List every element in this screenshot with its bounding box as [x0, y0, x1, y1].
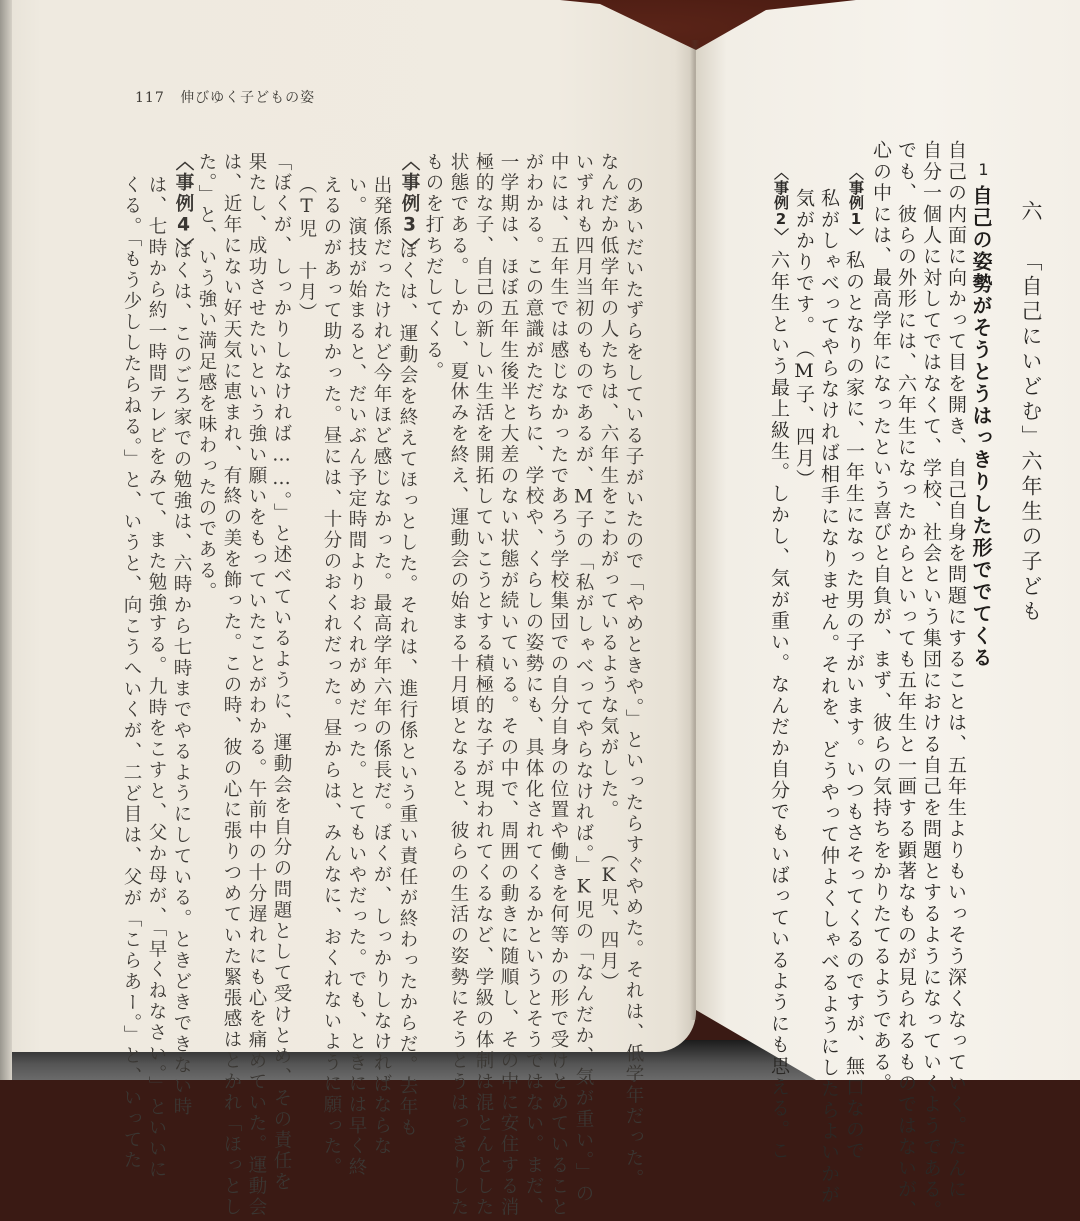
- case-text: 気がかりです。 （M子、四月）: [793, 188, 815, 490]
- body-column: た。」と、いう強い満足感を味わったのである。: [196, 152, 217, 603]
- body-column: 中には、五年生では感じなかったであろう学校集団での自分自身の位置や働きを何等かの形で受けとめていること: [548, 152, 569, 1218]
- body-column: 極的な子、自己の新しい生活を開拓していこうとする積極的な子が現われてくるなど、学級の体制は混とんとした: [473, 152, 494, 1218]
- body-column: なんだか低学年の人たちは、六年生をこわがっているような気がした。 （K児、四月）: [598, 152, 619, 993]
- case-label-1: 〈事例1〉: [847, 165, 865, 243]
- body-column: がわかる。この意識がただちに、学校や、くらしの姿勢にも、具体化されてくるかというとそうではない。まだ、: [523, 152, 544, 1218]
- chapter-title: 「自己にいどむ」六年生の子ども: [1019, 250, 1043, 625]
- case-label-2: 〈事例2〉: [772, 165, 790, 243]
- running-head: [135, 87, 315, 107]
- case-text: 六年生という最上級生。しかし、気が重い。なんだか自分でもいばっているようにも思える。こ: [768, 250, 790, 1162]
- left-page-edge: [0, 0, 12, 1080]
- case-label-3: 〈事例3〉: [399, 152, 420, 259]
- section-number: 1: [974, 160, 993, 182]
- chapter-number: 六: [1019, 200, 1043, 225]
- page-number: 117: [135, 90, 165, 106]
- body-column: 自己の内面に向かって目を開き、自己自身を問題にすることは、五年生よりもいっそう深くなっていく。たんに: [945, 140, 967, 1200]
- running-head-title: 伸びゆく子どもの姿: [180, 90, 316, 106]
- body-column: 自分一個人に対してではなくて、学校、社会という集団における自己を問題とするようになっていくようである。: [920, 140, 942, 1221]
- case-label-4: 〈事例4〉: [173, 152, 194, 259]
- body-column: 心の中には、最高学年になったという喜びと自負が、まず、彼らの気持ちをかりたてるようである。: [870, 140, 892, 1094]
- body-column: 一学期は、ほぼ五年生後半と大差のない状態が続いている。その中で、周囲の動きに随順し、その中に安住する消: [498, 152, 519, 1218]
- case-text: 私のとなりの家に、一年生になった男の子がいます。いつもさそってくるのですが、無口なので: [843, 250, 865, 1162]
- case-text: えるのがあって助かった。昼には、十分のおくれだった。昼からは、みんなに、おくれないように願った。: [321, 175, 342, 1179]
- case-text: 出発係だったけれど今年ほど感じなかった。最高学年六年の係長だ。ぼくが、しっかりしなければならな: [371, 175, 392, 1158]
- body-column: いずれも四月当初のものであるが、M子の「私がしゃべってやらなければ。」K児の「なんだか、気が重い。」の: [573, 152, 594, 1205]
- section-heading: 自己の姿勢がそうとうはっきりした形ででてくる: [969, 185, 993, 669]
- body-column: のあいだいたずらをしている子がいたので「やめときや。」といったらすぐやめた。それは、低学年だった。: [623, 175, 644, 1190]
- body-column: 「ぼくが、しっかりしなければ……。」と述べているように、運動会を自分の問題として受けとめ、その責任を: [271, 152, 292, 1193]
- case-text: くる。「もう少ししたらねる。」と、いうと、向こうへいくが、二ど目は、父が「こらあー。」と、いってた: [121, 175, 142, 1172]
- case-text: は、七時から約一時間テレビをみて、また勉強する。九時をこすと、父か母が、「早くねなさい。」といいに: [146, 175, 167, 1181]
- body-column: 状態である。しかし、夏休みを終え、運動会の始まる十月頃となると、彼らの生活の姿勢にそうとうはっきりした: [448, 152, 469, 1218]
- case-text: ぼくは、このごろ家での勉強は、六時から七時までやるようにしている。ときどきできない時: [171, 240, 192, 1118]
- body-column: ものを打ちだしてくる。: [423, 152, 444, 382]
- body-column: は、近年にない好天気に恵まれ、有終の美を飾った。この時、彼の心に張りつめていた緊張感はとかれ「ほっとし: [221, 152, 242, 1218]
- case-text: 私がしゃべってやらなければ相手になりません。それを、どうやって仲よくしゃべるようにしたらよいかが: [818, 188, 840, 1206]
- case-text: ぼくは、運動会を終えてほっとした。それは、進行係という重い責任が終わったからだ。去年も: [397, 240, 418, 1139]
- case-attribution: （T児 十月）: [296, 175, 317, 324]
- case-text: い。演技が始まると、だいぶん予定時間よりおくれがめだった。とてもいやだった。でも、ときには早く終: [346, 175, 367, 1179]
- body-column: でも、彼らの外形には、六年生になったからといっても五年生と一画する顕著なものが見られるものではないが、: [895, 140, 917, 1221]
- body-column: 果たし、成功させたいという強い願いをもっていたことがわかる。午前中の十分遅れにも心を痛めていた。運動会: [246, 152, 267, 1218]
